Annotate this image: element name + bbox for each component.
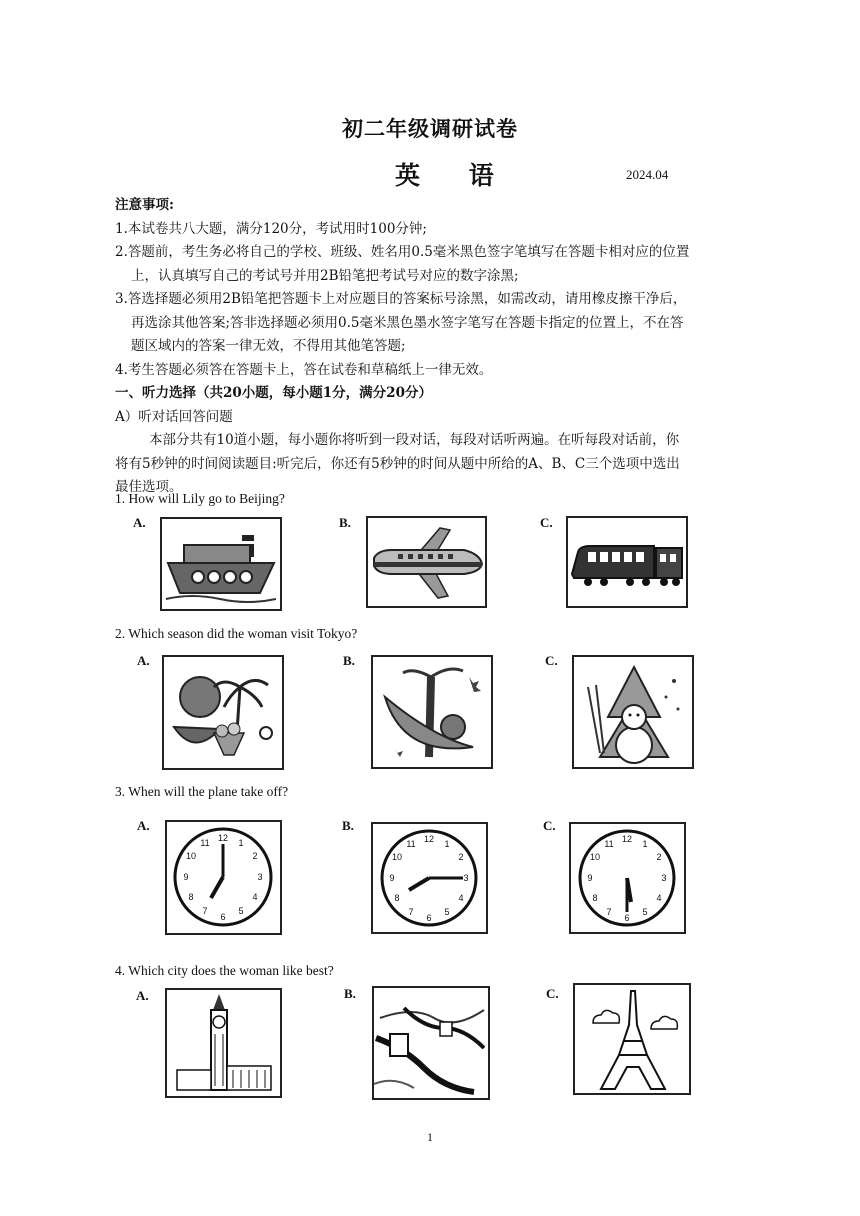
- notes-heading: 注意事项:: [115, 197, 174, 213]
- note-item: 2.答题前，考生务必将自己的学校、班级、姓名用0.5毫米黑色签字笔填写在答题卡相对应的位置: [115, 244, 690, 260]
- svg-text:3: 3: [257, 872, 263, 882]
- svg-text:4: 4: [458, 893, 464, 903]
- winter-icon: [574, 657, 692, 767]
- option-b-picture[interactable]: [371, 822, 488, 934]
- svg-text:10: 10: [391, 852, 403, 862]
- option-label-b: B.: [343, 653, 355, 668]
- great-wall-icon: [374, 988, 488, 1098]
- svg-text:5: 5: [642, 907, 648, 917]
- option-b-picture[interactable]: [372, 986, 490, 1100]
- question-2: 2. Which season did the woman visit Tokyo?: [115, 626, 358, 641]
- option-label-b: B.: [339, 515, 351, 530]
- clock-7-icon: [167, 822, 280, 933]
- question-4: 4. Which city does the woman like best?: [115, 963, 334, 978]
- option-label-a: A.: [136, 988, 149, 1003]
- subject-title: 英 语: [395, 161, 514, 190]
- train-icon: [568, 518, 686, 606]
- plane-icon: [368, 518, 485, 606]
- autumn-icon: [373, 657, 491, 767]
- option-label-b: B.: [344, 986, 356, 1001]
- svg-text:10: 10: [589, 852, 601, 862]
- option-label-c: C.: [546, 986, 559, 1001]
- option-c-picture[interactable]: [569, 822, 686, 934]
- option-c-picture[interactable]: [572, 655, 694, 769]
- exam-date: 2024.04: [626, 167, 669, 182]
- option-b-picture[interactable]: [371, 655, 493, 769]
- svg-text:1: 1: [642, 839, 648, 849]
- svg-text:4: 4: [656, 893, 662, 903]
- notes-block: [115, 194, 750, 500]
- svg-text:5: 5: [444, 907, 450, 917]
- svg-text:7: 7: [606, 907, 612, 917]
- svg-text:8: 8: [188, 892, 194, 902]
- svg-text:3: 3: [463, 873, 469, 883]
- svg-text:12: 12: [423, 834, 435, 844]
- option-label-c: C.: [543, 818, 556, 833]
- page-number: 1: [427, 1130, 433, 1144]
- note-item: 4.考生答题必须答在答题卡上，答在试卷和草稿纸上一律无效。: [115, 361, 493, 378]
- svg-text:9: 9: [587, 873, 593, 883]
- svg-text:8: 8: [394, 893, 400, 903]
- note-item: 再选涂其他答案;答非选择题必须用0.5毫米黑色墨水签字笔写在答题卡指定的位置上，不在答: [131, 314, 684, 331]
- note-item: 题区域内的答案一律无效，不得用其他笔答题;: [131, 338, 406, 354]
- svg-text:12: 12: [621, 834, 633, 844]
- svg-text:7: 7: [408, 907, 414, 917]
- big-ben-icon: [167, 990, 280, 1096]
- eiffel-tower-icon: [575, 985, 689, 1093]
- note-item: 3.答选择题必须用2B铅笔把答题卡上对应题目的答案标号涂黑，如需改动，请用橡皮擦干净后，: [115, 291, 687, 307]
- part-a-heading: A）听对话回答问题: [115, 408, 233, 425]
- svg-text:11: 11: [604, 839, 614, 849]
- clock-6-30-icon: [571, 824, 684, 932]
- svg-text:8: 8: [592, 893, 598, 903]
- svg-text:1: 1: [444, 839, 450, 849]
- instruction-line: 将有5秒钟的时间阅读题目:听完后，你还有5秒钟的时间从题中所给的A、B、C三个选项中选出: [115, 455, 680, 472]
- option-a-picture[interactable]: [160, 517, 282, 611]
- svg-text:4: 4: [252, 892, 258, 902]
- svg-text:7: 7: [202, 906, 208, 916]
- note-item: 上，认真填写自己的考试号并用2B铅笔把考试号对应的数字涂黑;: [131, 267, 519, 284]
- svg-text:10: 10: [185, 851, 197, 861]
- option-label-c: C.: [545, 653, 558, 668]
- option-c-picture[interactable]: [573, 983, 691, 1095]
- exam-title: 初二年级调研试卷: [342, 116, 518, 141]
- svg-text:2: 2: [656, 852, 662, 862]
- option-a-picture[interactable]: [162, 655, 284, 770]
- option-label-a: A.: [137, 653, 150, 668]
- svg-text:5: 5: [238, 906, 244, 916]
- ship-icon: [162, 519, 280, 609]
- question-1: 1. How will Lily go to Beijing?: [115, 491, 285, 506]
- option-label-a: A.: [133, 515, 146, 530]
- svg-text:12: 12: [217, 833, 229, 843]
- option-a-picture[interactable]: [165, 820, 282, 935]
- svg-text:2: 2: [252, 851, 258, 861]
- svg-text:11: 11: [200, 838, 210, 848]
- section-heading: 一、听力选择（共20小题，每小题1分，满分20分）: [115, 385, 432, 401]
- option-label-b: B.: [342, 818, 354, 833]
- svg-text:2: 2: [458, 852, 464, 862]
- instruction-line: 本部分共有10道小题，每小题你将听到一段对话，每段对话听两遍。在听每段对话前，你: [149, 432, 680, 448]
- option-a-picture[interactable]: [165, 988, 282, 1098]
- question-3: 3. When will the plane take off?: [115, 784, 289, 799]
- svg-text:3: 3: [661, 873, 667, 883]
- summer-icon: [164, 657, 282, 768]
- svg-text:6: 6: [426, 913, 432, 923]
- clock-8-15-icon: [373, 824, 486, 932]
- svg-text:11: 11: [406, 839, 416, 849]
- option-label-c: C.: [540, 515, 553, 530]
- svg-text:6: 6: [220, 912, 226, 922]
- svg-text:6: 6: [624, 913, 630, 923]
- svg-text:9: 9: [183, 872, 189, 882]
- note-item: 1.本试卷共八大题，满分120分，考试用时100分钟;: [115, 220, 427, 237]
- option-label-a: A.: [137, 818, 150, 833]
- svg-text:1: 1: [238, 838, 244, 848]
- option-c-picture[interactable]: [566, 516, 688, 608]
- svg-text:9: 9: [389, 873, 395, 883]
- instruction-line: 最佳选项。: [115, 479, 183, 495]
- option-b-picture[interactable]: [366, 516, 487, 608]
